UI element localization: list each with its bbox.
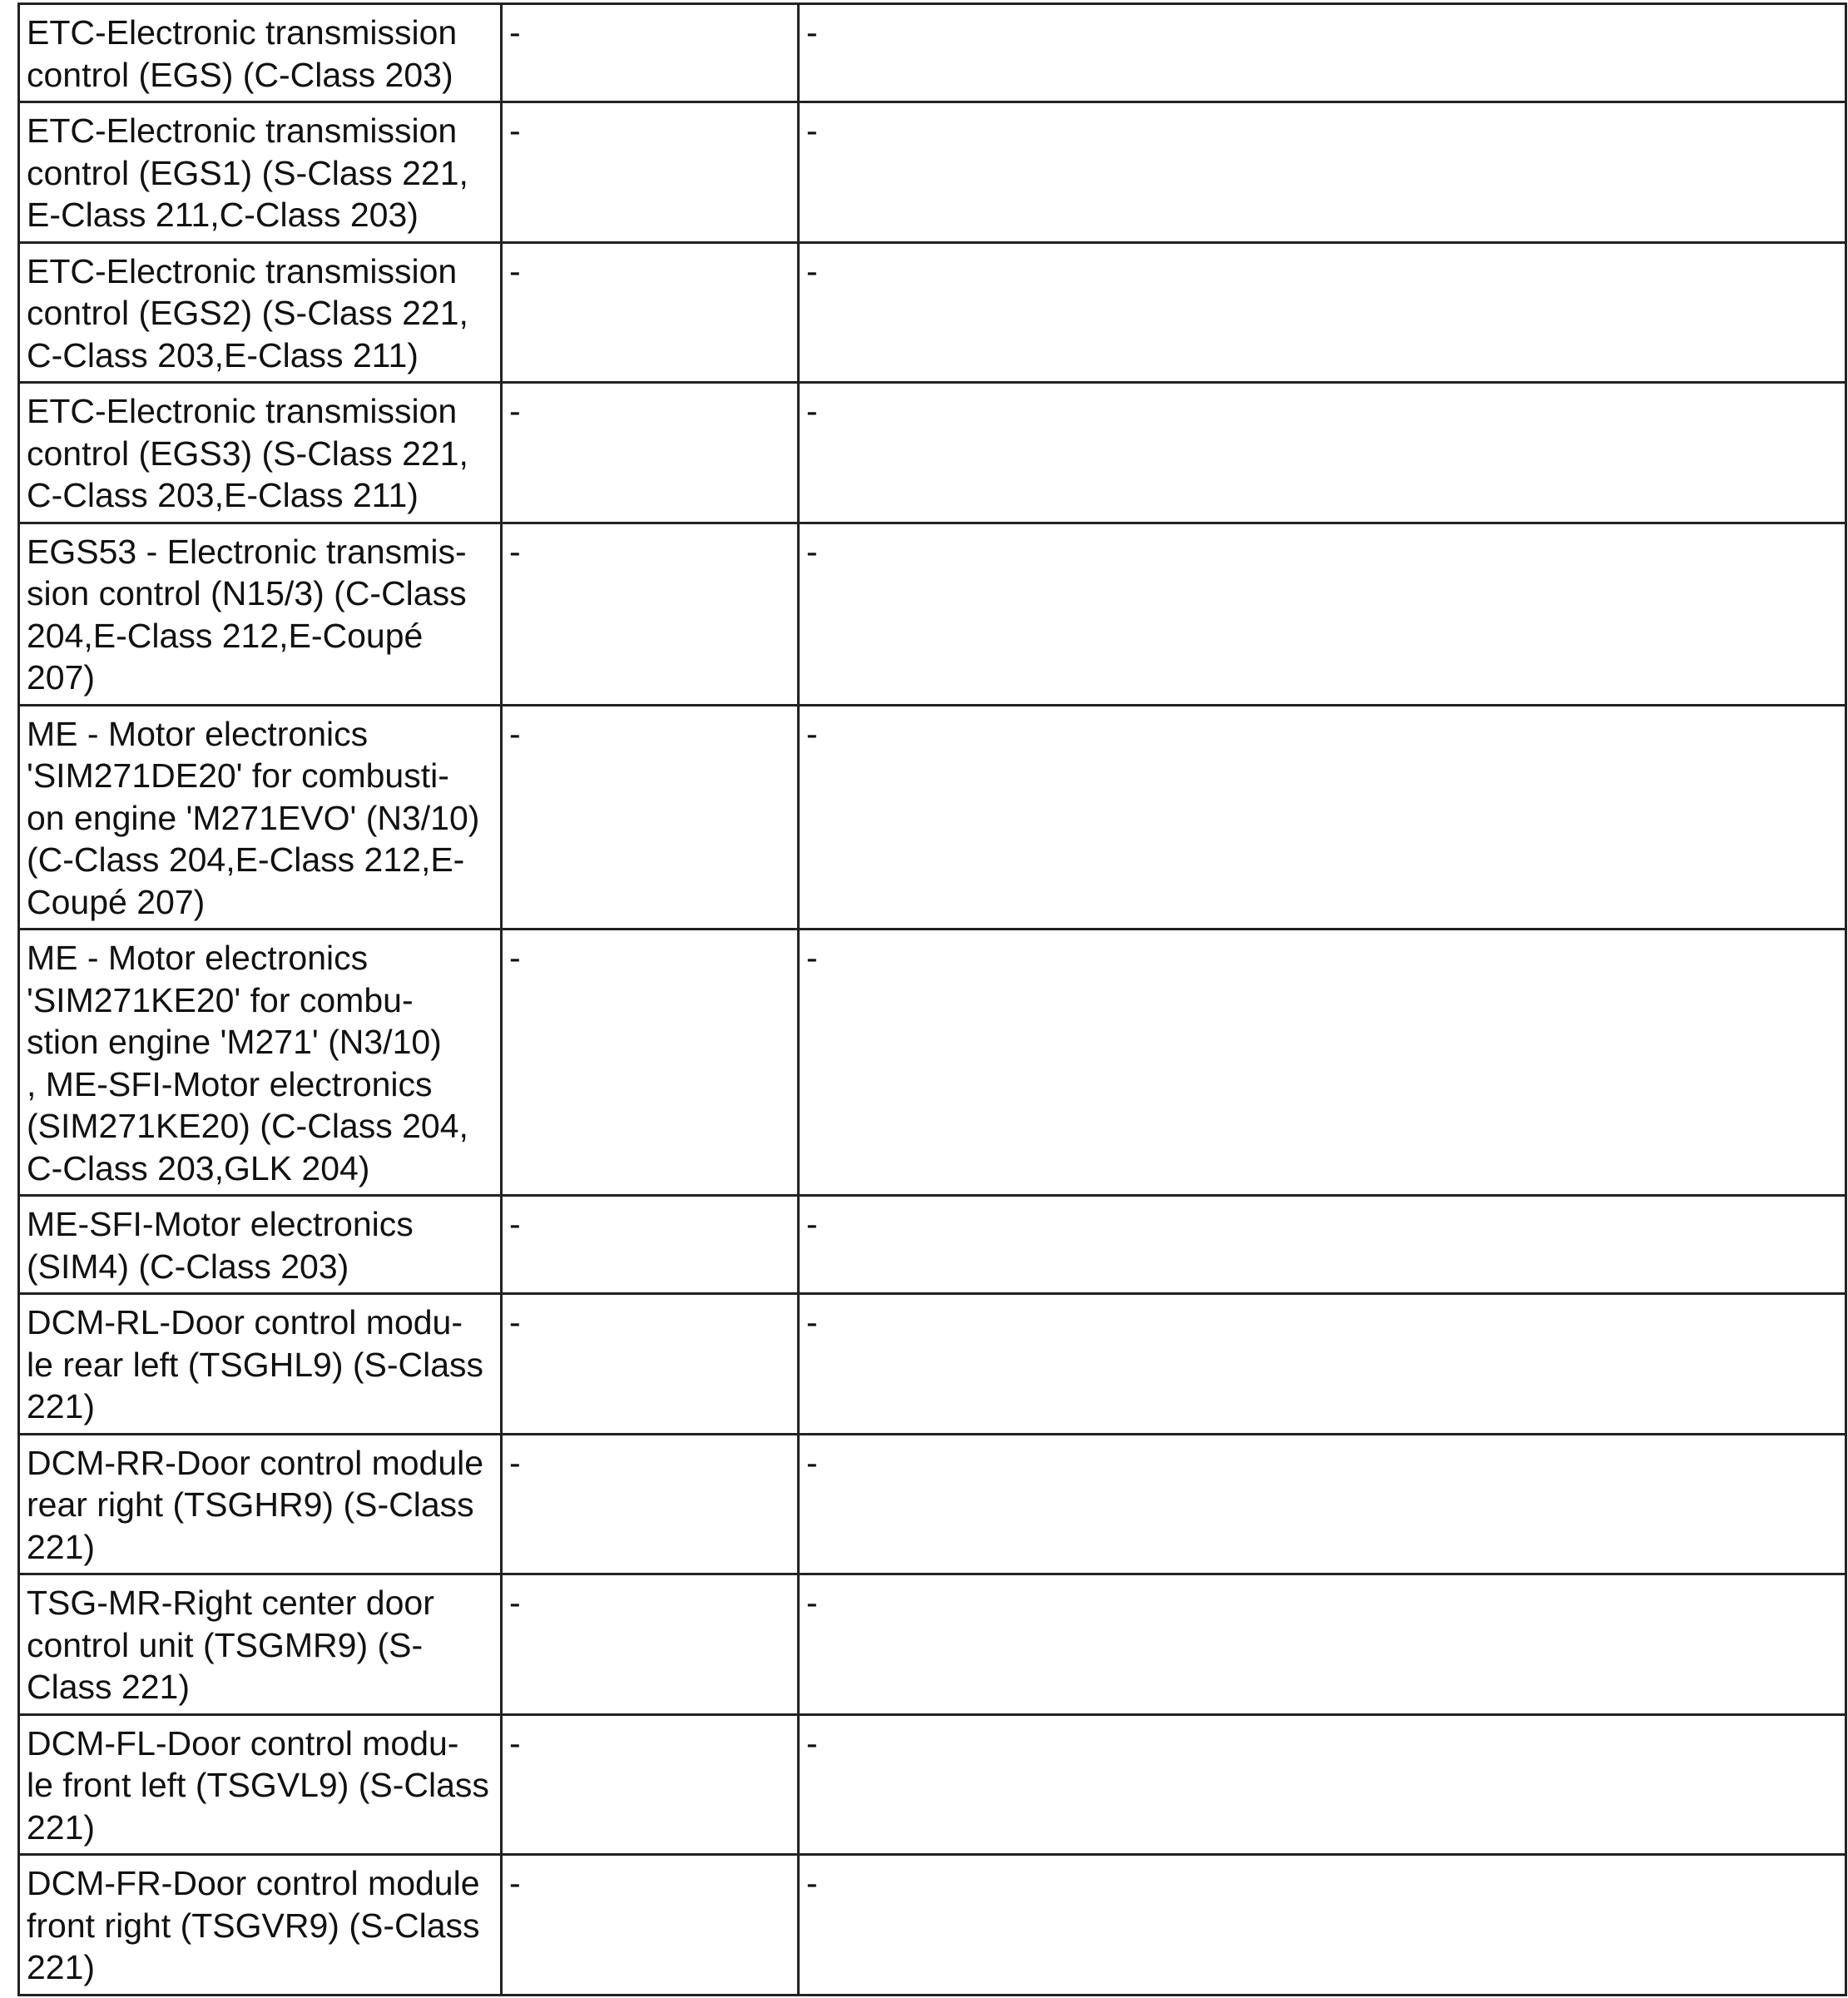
table-row <box>19 1574 1846 1715</box>
control-unit-name: ETC-Electronic transmission control (EGS1) (S-Class 221, E-Class 211,C-Class 203) <box>19 102 502 243</box>
value-cell-2: - <box>502 1855 799 1996</box>
value-cell-3: - <box>799 4 1846 102</box>
value-cell-2: - <box>502 523 799 705</box>
table-row <box>19 1196 1846 1294</box>
value-cell-2: - <box>502 1434 799 1574</box>
control-unit-name: ETC-Electronic transmission control (EGS3) (S-Class 221, C-Class 203,E-Class 211) <box>19 383 502 523</box>
control-unit-name: DCM-FL-Door control modu- le front left (TSGVL9) (S-Class 221) <box>19 1714 502 1855</box>
control-unit-name: ETC-Electronic transmission control (EGS2) (S-Class 221, C-Class 203,E-Class 211) <box>19 242 502 383</box>
value-cell-2: - <box>502 1294 799 1435</box>
value-cell-3: - <box>799 705 1846 930</box>
table-row <box>19 523 1846 705</box>
value-cell-3: - <box>799 1574 1846 1715</box>
value-cell-2: - <box>502 383 799 523</box>
table-row <box>19 242 1846 383</box>
value-cell-3: - <box>799 102 1846 243</box>
control-unit-name: ME - Motor electronics 'SIM271DE20' for combusti- on engine 'M271EVO' (N3/10) (C-Class 204,E-Class 212,E- Coupé 207) <box>19 705 502 930</box>
control-unit-name: TSG-MR-Right center door control unit (TSGMR9) (S- Class 221) <box>19 1574 502 1715</box>
value-cell-3: - <box>799 242 1846 383</box>
value-cell-3: - <box>799 1434 1846 1574</box>
value-cell-2: - <box>502 1196 799 1294</box>
value-cell-3: - <box>799 383 1846 523</box>
table-row <box>19 1714 1846 1855</box>
table-row <box>19 1434 1846 1574</box>
value-cell-2: - <box>502 102 799 243</box>
value-cell-2: - <box>502 4 799 102</box>
table-row <box>19 102 1846 243</box>
value-cell-2: - <box>502 1574 799 1715</box>
table-row <box>19 383 1846 523</box>
control-unit-name: ME - Motor electronics 'SIM271KE20' for combu- stion engine 'M271' (N3/10) , ME-SFI-Motor electronics (SIM271KE20) (C-Class 204, C-Class 203,GLK 204) <box>19 930 502 1196</box>
control-unit-name: DCM-RL-Door control modu- le rear left (TSGHL9) (S-Class 221) <box>19 1294 502 1435</box>
value-cell-3: - <box>799 523 1846 705</box>
table-body <box>19 4 1846 1996</box>
control-unit-name: DCM-RR-Door control module rear right (TSGHR9) (S-Class 221) <box>19 1434 502 1574</box>
table-row <box>19 1294 1846 1435</box>
value-cell-3: - <box>799 1196 1846 1294</box>
table-row <box>19 4 1846 102</box>
value-cell-3: - <box>799 1294 1846 1435</box>
value-cell-2: - <box>502 930 799 1196</box>
control-unit-name: ETC-Electronic transmission control (EGS) (C-Class 203) <box>19 4 502 102</box>
value-cell-3: - <box>799 1855 1846 1996</box>
value-cell-2: - <box>502 242 799 383</box>
control-unit-table <box>17 2 1847 1996</box>
table-row <box>19 930 1846 1196</box>
control-unit-name: EGS53 - Electronic transmis- sion control (N15/3) (C-Class 204,E-Class 212,E-Coupé 207) <box>19 523 502 705</box>
value-cell-3: - <box>799 1714 1846 1855</box>
control-unit-name: DCM-FR-Door control module front right (TSGVR9) (S-Class 221) <box>19 1855 502 1996</box>
value-cell-2: - <box>502 705 799 930</box>
table-row <box>19 1855 1846 1996</box>
value-cell-2: - <box>502 1714 799 1855</box>
table-row <box>19 705 1846 930</box>
control-unit-name: ME-SFI-Motor electronics (SIM4) (C-Class 203) <box>19 1196 502 1294</box>
value-cell-3: - <box>799 930 1846 1196</box>
